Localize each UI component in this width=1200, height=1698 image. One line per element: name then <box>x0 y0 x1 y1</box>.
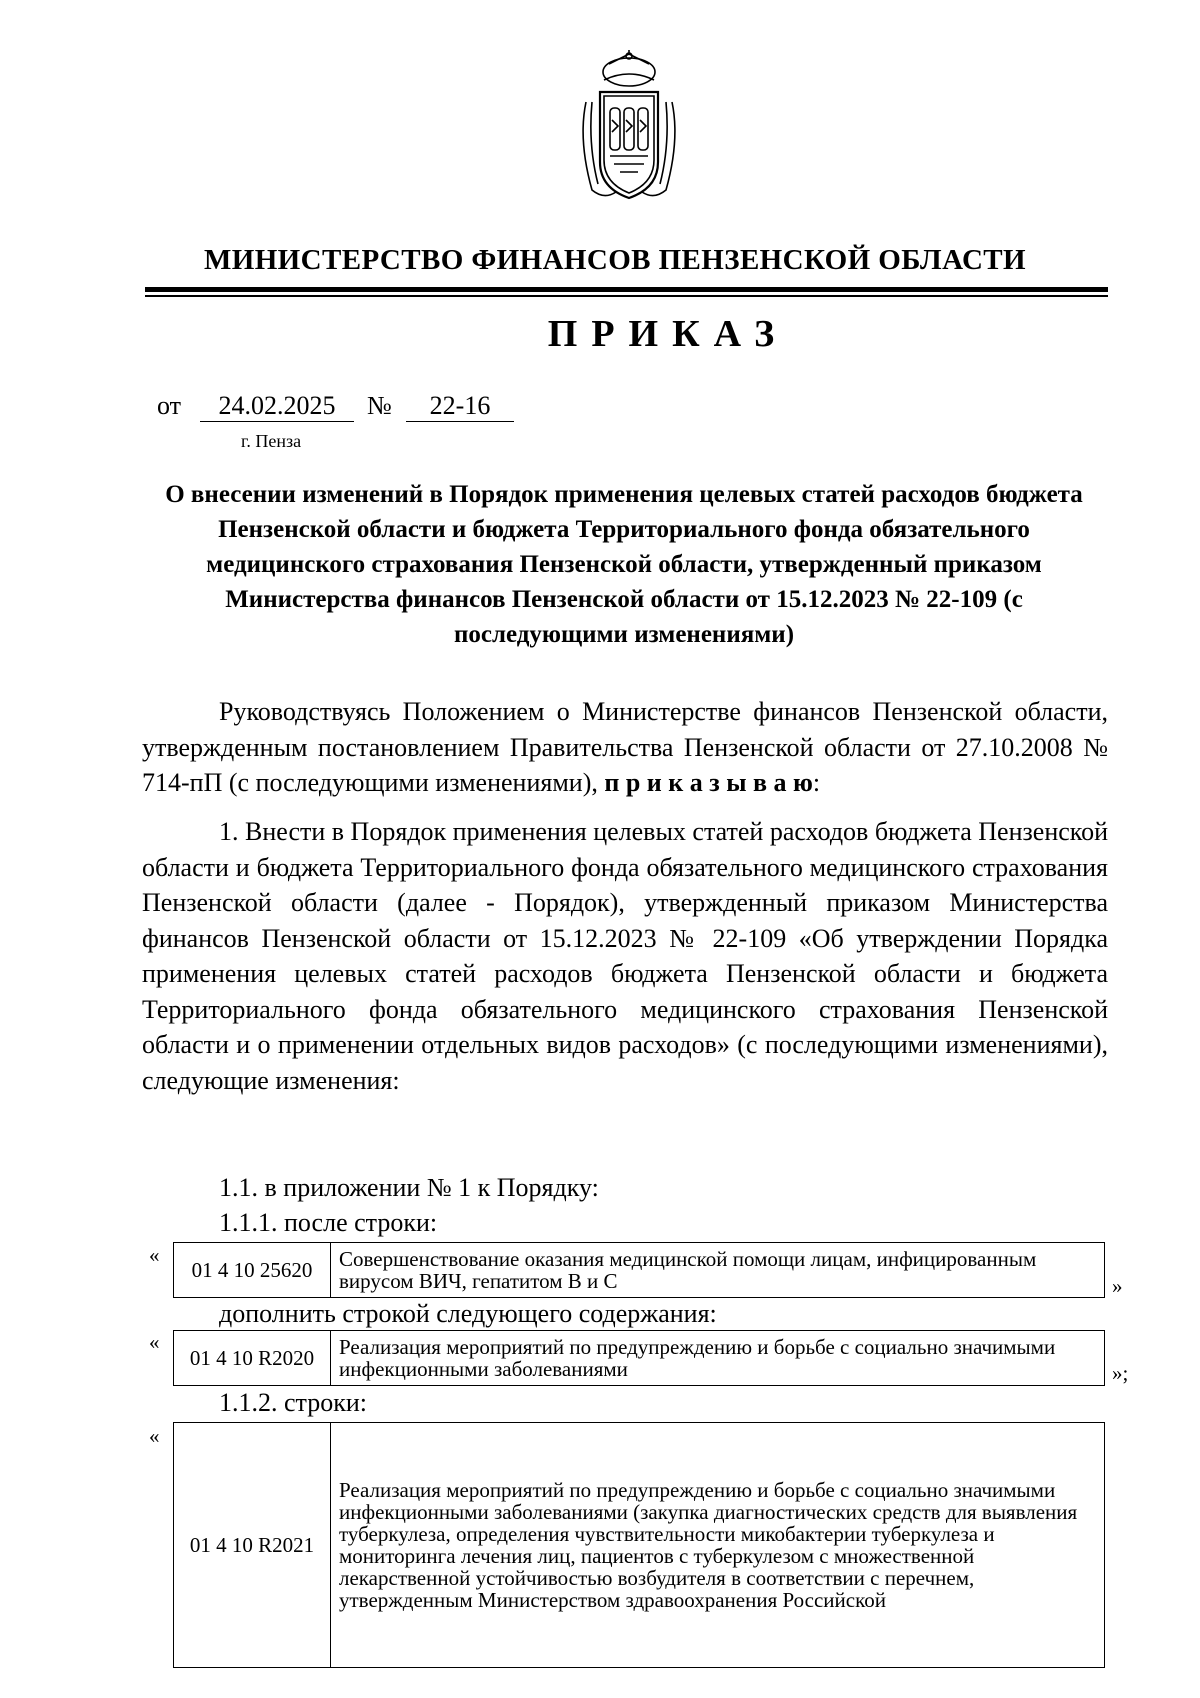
close-quote-semicolon: »; <box>1112 1361 1129 1385</box>
row-description: Совершенствование оказания медицинской помощи лицам, инфицированным вирусом ВИЧ, гепатитом В и С <box>331 1243 1105 1298</box>
table-row <box>174 1243 1105 1298</box>
intro-text: Руководствуясь Положением о Министерстве финансов Пензенской области, утвержденным постановлением Правительства Пензенской области от 27.10.2008 № 714-пП (с последующими изменениями), <box>142 697 1108 797</box>
document-date: 24.02.2025 <box>200 391 354 422</box>
document-title: О внесении изменений в Порядок применения целевых статей расходов бюджета Пензенской области и бюджета Территориального фонда обязательного медицинского страхования Пензенской области, утвержденный приказом Министерства финансов Пензенской области от 15.12.2023 № 22-109 (с последующими изменениями) <box>165 481 1083 648</box>
intro-colon: : <box>812 768 821 797</box>
table-row <box>174 1423 1105 1668</box>
row-code: 01 4 10 R2021 <box>174 1423 331 1668</box>
date-from-label: от <box>157 391 182 420</box>
budget-row-table <box>173 1330 1105 1386</box>
document-type-heading: ПРИКАЗ <box>547 313 789 355</box>
order-verb: п р и к а з ы в а ю <box>604 768 813 797</box>
intro-paragraph <box>142 694 1108 801</box>
coat-of-arms-emblem <box>574 50 684 200</box>
row-code: 01 4 10 25620 <box>174 1243 331 1298</box>
ministry-name: МИНИСТЕРСТВО ФИНАНСОВ ПЕНЗЕНСКОЙ ОБЛАСТИ <box>203 244 1027 276</box>
header-divider-thick <box>145 287 1108 292</box>
open-quote: « <box>149 1330 160 1354</box>
item-1-1-2: 1.1.2. строки: <box>219 1388 367 1417</box>
document-number: 22-16 <box>406 391 514 422</box>
row-description: Реализация мероприятий по предупреждению и борьбе с социально значимыми инфекционными заболеваниями (закупка диагностических средств для выявления туберкулеза, определения чувствительности микобактерии туберкулеза и мониторинга лечения лиц, пациентов с туберкулезом с множественной лекарственной устойчивостью возбудителя в соответствии с перечнем, утвержденным Министерством здравоохранения Российской <box>331 1423 1105 1668</box>
item-1-1: 1.1. в приложении № 1 к Порядку: <box>219 1173 599 1202</box>
number-label: № <box>367 391 392 420</box>
open-quote: « <box>149 1424 160 1448</box>
row-code: 01 4 10 R2020 <box>174 1331 331 1386</box>
close-quote: » <box>1112 1274 1123 1298</box>
header-divider-thin <box>145 295 1108 297</box>
open-quote: « <box>149 1243 160 1267</box>
add-line-instruction: дополнить строкой следующего содержания: <box>219 1299 717 1328</box>
table-row <box>174 1331 1105 1386</box>
row-description: Реализация мероприятий по предупреждению и борьбе с социально значимыми инфекционными заболеваниями <box>331 1331 1105 1386</box>
city-name: г. Пенза <box>241 431 302 451</box>
budget-row-table <box>173 1422 1105 1668</box>
item-1-1-1: 1.1.1. после строки: <box>219 1208 438 1237</box>
paragraph-1: 1. Внести в Порядок применения целевых статей расходов бюджета Пензенской области и бюджета Территориального фонда обязательного медицинского страхования Пензенской области (далее - Порядок), утвержденный приказом Министерства финансов Пензенской области от 15.12.2023 № 22-109 «Об утверждении Порядка применения целевых статей расходов бюджета Пензенской области и бюджета Территориального фонда обязательного медицинского страхования Пензенской области и о применении отдельных видов расходов» (с последующими изменениями), следующие изменения: <box>142 817 1108 1095</box>
budget-row-table <box>173 1242 1105 1298</box>
